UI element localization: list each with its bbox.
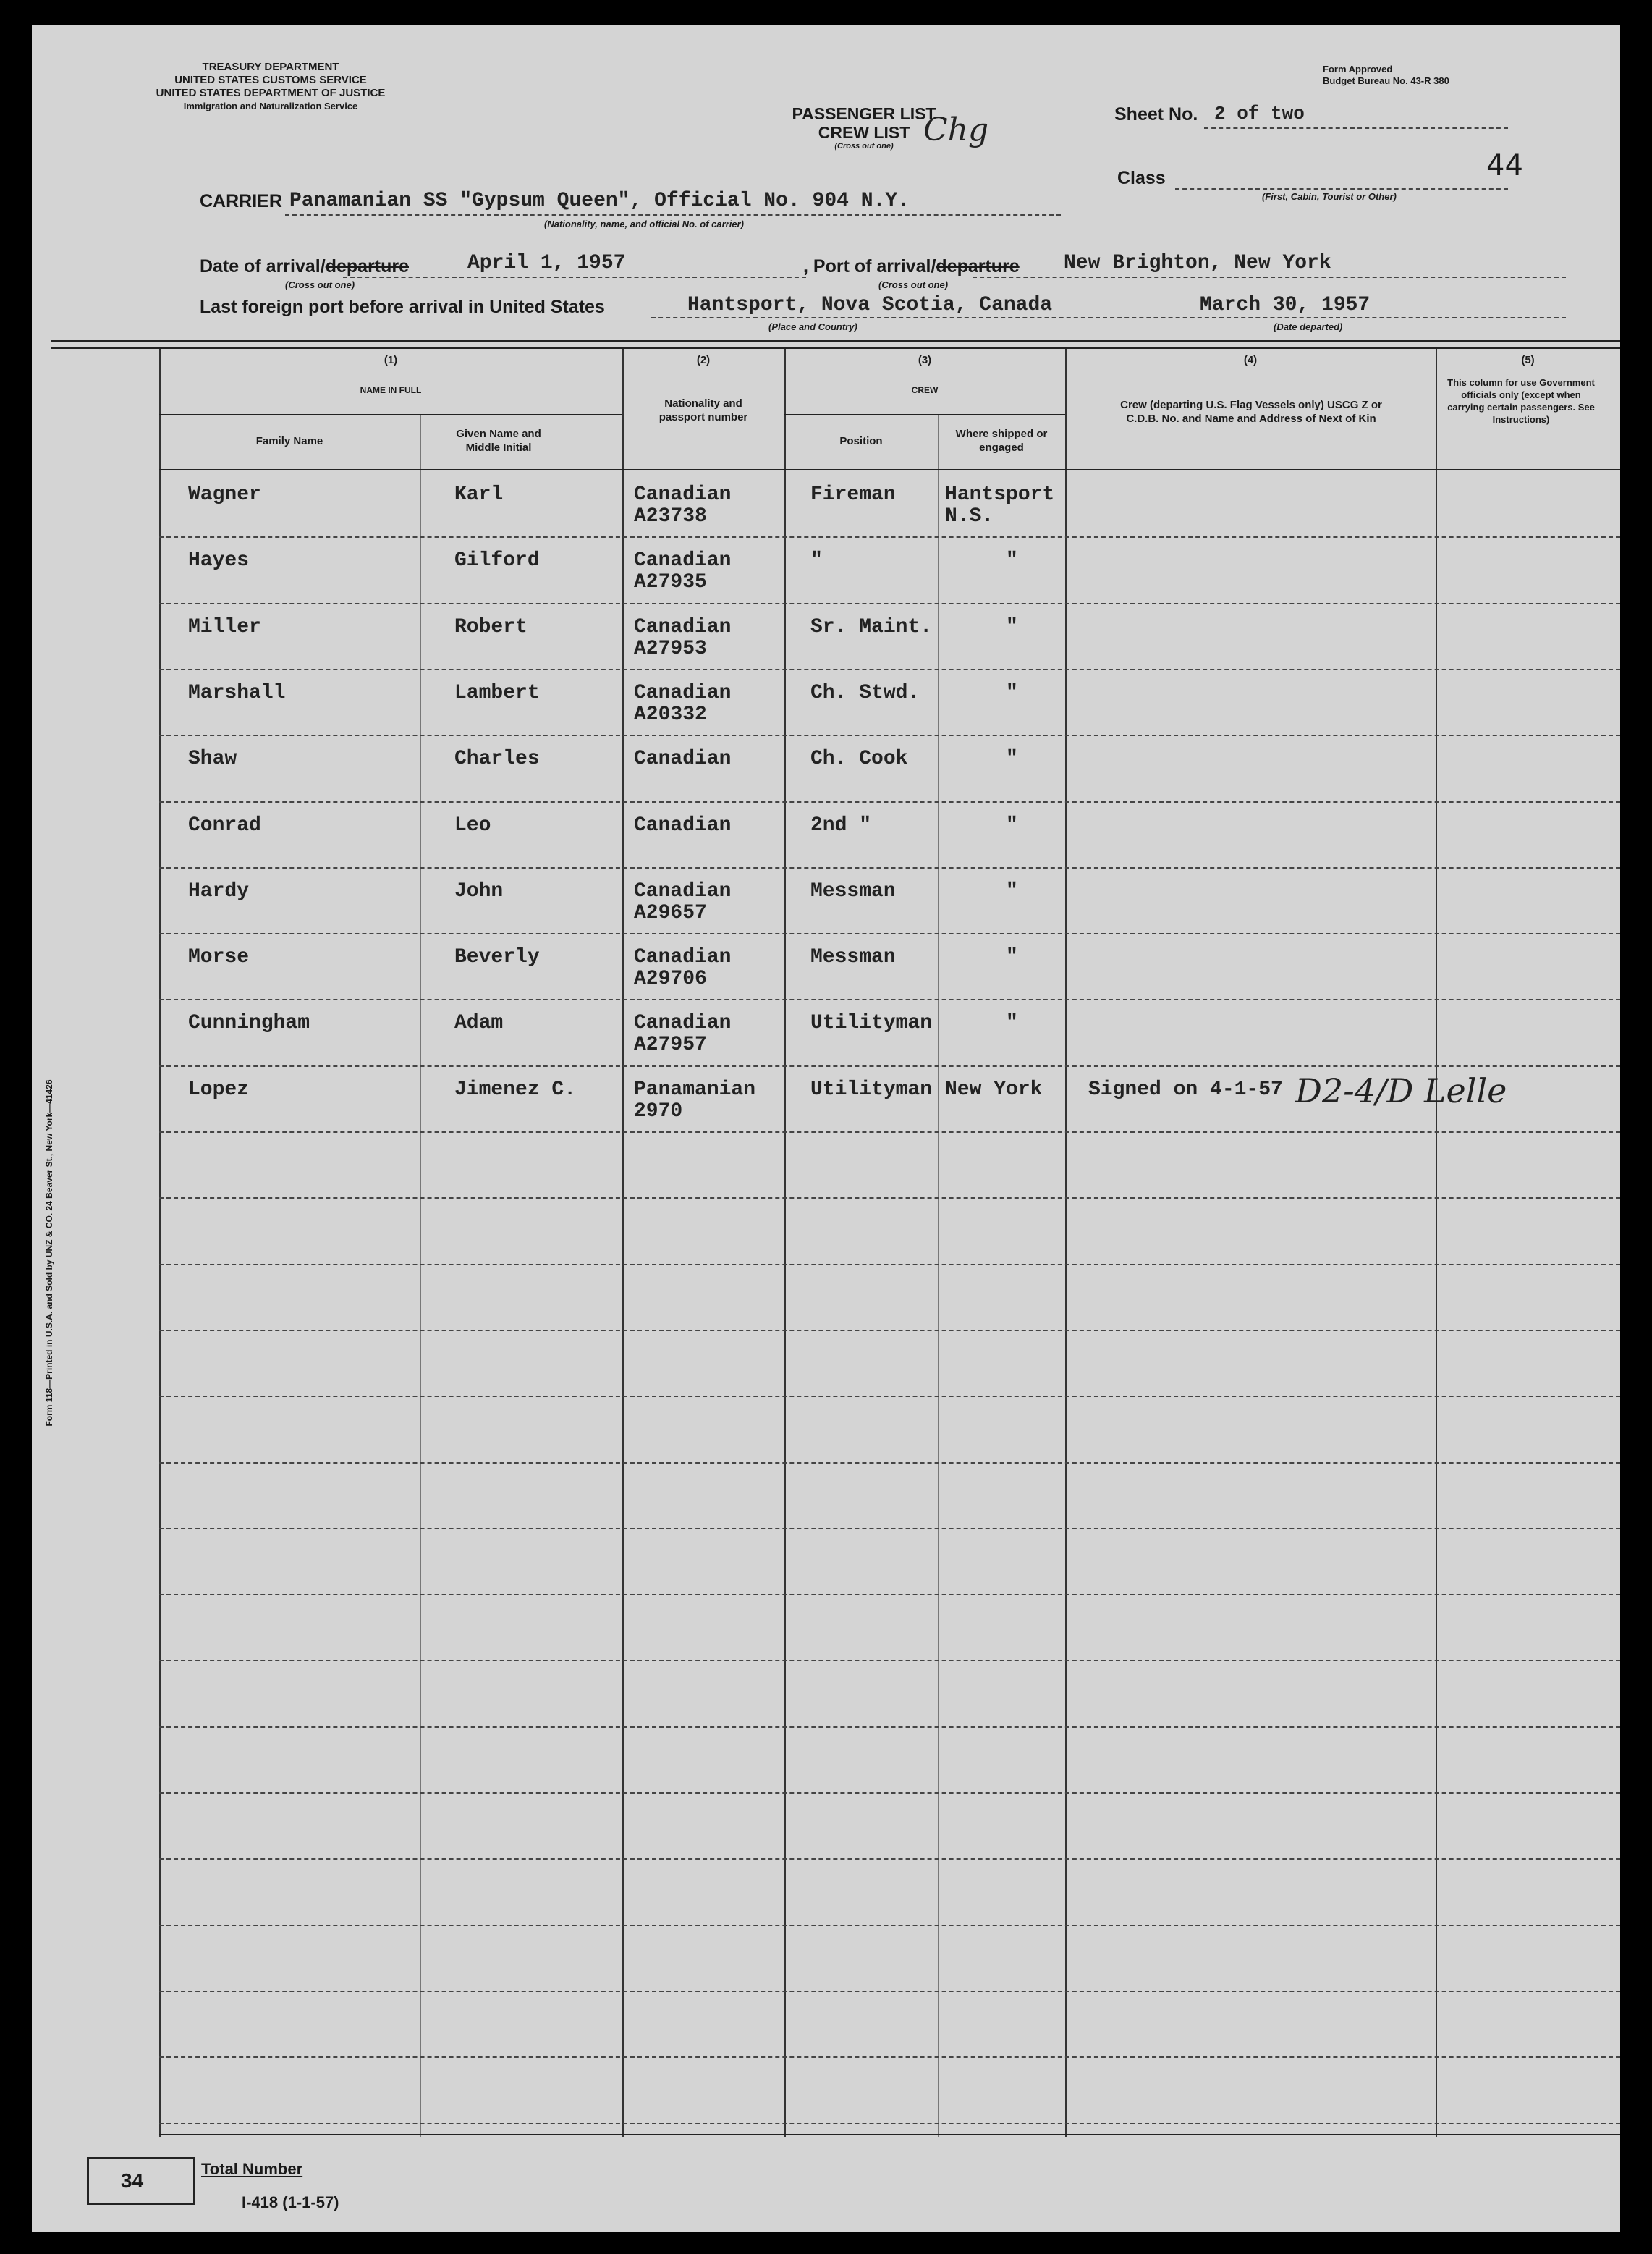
col1-title: NAME IN FULL [360,385,422,395]
table-bottom-rule [159,2134,1620,2135]
row-divider [159,1396,1620,1397]
position: Fireman [810,484,896,506]
col-family-name: Family Name [255,435,323,447]
row-divider [159,536,1620,538]
where-shipped: Hantsport [945,484,1055,506]
position: Sr. Maint. [810,616,933,638]
nationality: Canadian [634,549,732,572]
row-divider [159,1594,1620,1595]
port-departure-struck: departure [936,256,1020,277]
page-number: 44 [1486,149,1523,182]
col2-title: Nationality and passport number [658,397,748,423]
col4-number: (4) [1243,354,1258,366]
row-divider [159,933,1620,934]
side-print: Form 118—Printed in U.S.A. and Sold by UNZ & CO. 24 Beaver St., New York—41426 [44,1079,54,1427]
class-label: Class [1117,168,1166,188]
crew-list-title: CREW LIST [818,123,910,142]
col-position: Position [839,435,883,447]
row-divider [159,1528,1620,1529]
family-name: Hayes [188,549,250,572]
where-shipped: " [1006,1012,1018,1034]
position: " [810,549,823,572]
departed-date-note: (Date departed) [1274,321,1343,332]
where-shipped: " [1006,616,1018,638]
departed-date-value: March 30, 1957 [1200,294,1371,316]
row-divider [159,1991,1620,1992]
row-divider [159,1726,1620,1728]
passport-number: 2970 [634,1100,683,1123]
family-name: Cunningham [188,1012,310,1034]
foreign-port-underline [651,317,1100,318]
passport-number: A29657 [634,902,707,924]
row-divider [159,1330,1620,1331]
family-name: Miller [188,616,261,638]
row-divider [159,2123,1620,2124]
header-bottom-rule [159,469,1620,470]
form-approved-line-2: Budget Bureau No. 43-R 380 [1323,75,1449,86]
side-print-anchor [44,1079,64,1427]
col3-title: CREW [911,385,939,395]
row-divider [159,867,1620,869]
col2-number: (2) [696,354,711,366]
given-name: Karl [454,484,504,506]
row-divider [159,1131,1620,1133]
nationality: Canadian [634,814,732,837]
date-of-arrival-value: April 1, 1957 [467,252,626,274]
row-divider [159,2056,1620,2058]
form-approved [1323,64,1449,87]
divider-after-name [622,349,624,2137]
given-name: Leo [454,814,491,837]
passport-number: A29706 [634,968,707,990]
col-given-name: Given Name and Middle Initial [456,428,541,454]
col3-number: (3) [918,354,932,366]
handwritten-chg: Chg [923,111,989,148]
given-name: John [454,880,504,903]
list-title [784,104,944,151]
form-approved-line-1: Form Approved [1323,64,1393,75]
where-shipped: " [1006,880,1018,903]
position: Utilityman [810,1079,933,1101]
given-name: Robert [454,616,528,638]
where-shipped-line-2: N.S. [945,505,994,528]
agency-line-1: TREASURY DEPARTMENT [202,61,339,73]
where-shipped: " [1006,748,1018,770]
position: Messman [810,946,896,968]
passport-number: A23738 [634,505,707,528]
family-name: Conrad [188,814,261,837]
family-name: Lopez [188,1079,250,1101]
date-of-arrival-label [200,256,409,277]
given-name: Beverly [454,946,540,968]
foreign-port-label: Last foreign port before arrival in United States [200,297,605,317]
port-underline [973,277,1566,278]
col5-title: This column for use Government officials only (except when carrying certain passengers. See Instructions) [1447,377,1595,425]
port-of-arrival-value: New Brighton, New York [1064,252,1331,274]
date-underline [343,277,806,278]
col-where-shipped: Where shipped or engaged [955,428,1048,454]
total-number-box [87,2157,195,2205]
row-divider [159,603,1620,604]
row-divider [159,1462,1620,1464]
sheet-no-value: 2 of two [1214,103,1305,124]
nationality: Canadian [634,1012,732,1034]
row-divider [159,1858,1620,1860]
class-note: (First, Cabin, Tourist or Other) [1262,191,1397,202]
document-sheet [32,25,1620,2232]
port-label: , Port of arrival/ [803,256,936,277]
col1-number: (1) [384,354,398,366]
agency-line-3: UNITED STATES DEPARTMENT OF JUSTICE [156,87,386,99]
given-name: Gilford [454,549,540,572]
family-name: Hardy [188,880,250,903]
carrier-note: (Nationality, name, and official No. of carrier) [544,219,744,229]
passport-number: A27953 [634,638,707,660]
passenger-list-title: PASSENGER LIST [792,104,936,123]
where-shipped: " [1006,549,1018,572]
position: Ch. Cook [810,748,908,770]
name-subheader-rule [159,414,622,415]
carrier-label: CARRIER [200,191,282,211]
where-shipped: " [1006,682,1018,704]
nationality: Canadian [634,484,732,506]
family-name: Morse [188,946,250,968]
col4-title: Crew (departing U.S. Flag Vessels only) USCG Z or C.D.B. No. and Name and Address of Next of Kin [1120,399,1382,425]
nationality: Canadian [634,946,732,968]
row-divider [159,801,1620,803]
row-divider [159,999,1620,1000]
carrier-underline [285,214,1061,216]
family-name: Marshall [188,682,286,704]
divider-after-nationality [784,349,786,2137]
row-divider [159,735,1620,736]
family-name: Shaw [188,748,237,770]
passport-number: A27957 [634,1034,707,1056]
divider-family-given [420,415,421,2137]
position: Ch. Stwd. [810,682,920,704]
row-divider [159,1925,1620,1926]
sheet-no-label: Sheet No. [1114,104,1198,124]
agency-header [75,61,466,113]
row-divider [159,1264,1620,1265]
divider-after-kin [1436,349,1437,2137]
divider-position-shipped [938,415,939,2137]
date-label: Date of arrival/ [200,256,326,277]
agency-line-2: UNITED STATES CUSTOMS SERVICE [174,74,367,86]
departed-date-underline [1103,317,1566,318]
nationality: Canadian [634,748,732,770]
handwritten-annotation: D2-4/D Lelle [1295,1071,1507,1110]
port-of-arrival-label [803,256,1020,277]
port-cross-out: (Cross out one) [878,279,949,290]
nationality: Canadian [634,880,732,903]
where-shipped: New York [945,1079,1043,1101]
form-number: I-418 (1-1-57) [242,2193,339,2211]
given-name: Lambert [454,682,540,704]
table-left-border [159,349,161,2137]
date-departure-struck: departure [325,256,409,277]
family-name: Wagner [188,484,261,506]
next-of-kin: Signed on 4-1-57 [1088,1079,1283,1101]
row-divider [159,1197,1620,1199]
row-divider [159,1792,1620,1794]
given-name: Adam [454,1012,504,1034]
date-cross-out: (Cross out one) [285,279,355,290]
carrier-value: Panamanian SS "Gypsum Queen", Official No. 904 N.Y. [289,190,910,212]
where-shipped: " [1006,946,1018,968]
passport-number: A20332 [634,704,707,726]
given-name: Charles [454,748,540,770]
row-divider [159,1065,1620,1067]
foreign-port-value: Hantsport, Nova Scotia, Canada [687,294,1053,316]
list-cross-out-note: (Cross out one) [834,142,894,151]
table-top-rule [51,340,1620,342]
table-top-rule-2 [51,347,1620,349]
row-divider [159,1660,1620,1661]
class-underline [1175,188,1508,190]
position: Utilityman [810,1012,933,1034]
position: 2nd " [810,814,872,837]
passport-number: A27935 [634,571,707,594]
nationality: Canadian [634,682,732,704]
nationality: Canadian [634,616,732,638]
sheet-no-underline [1204,127,1508,129]
position: Messman [810,880,896,903]
total-number-label: Total Number [201,2160,303,2178]
foreign-port-place-note: (Place and Country) [768,321,857,332]
nationality: Panamanian [634,1079,756,1101]
total-number-value: 34 [121,2169,144,2192]
col5-number: (5) [1521,354,1535,366]
where-shipped: " [1006,814,1018,837]
row-divider [159,669,1620,670]
given-name: Jimenez C. [454,1079,577,1101]
divider-after-crew [1065,349,1067,2137]
crew-subheader-rule [784,414,1065,415]
agency-line-4: Immigration and Naturalization Service [183,101,358,111]
